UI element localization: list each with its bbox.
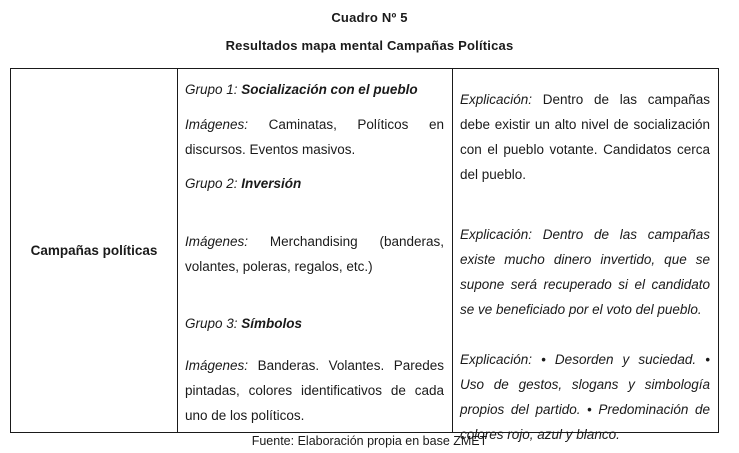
explanation-3-text: • Desorden y suciedad. • Uso de gestos, slogans y simbología propios del partido. • Predominación de colores rojo, azul y blanco. xyxy=(460,352,710,442)
group-3-images-text: Banderas. Volantes. Paredes pintadas, colores identificativos de cada uno de los políticos. xyxy=(185,358,444,423)
group-3-name: Símbolos xyxy=(241,316,303,331)
group-2-heading xyxy=(185,171,444,196)
explanation-2-label: Explicación: xyxy=(460,227,543,242)
group-3-images-label: Imágenes: xyxy=(185,358,258,373)
group-3-label: Grupo 3: xyxy=(185,316,242,331)
explanation-1-label: Explicación: xyxy=(460,92,543,107)
table-subtitle: Resultados mapa mental Campañas Políticas xyxy=(225,38,514,53)
row-header-label: Campañas políticas xyxy=(30,243,158,258)
group-1-label: Grupo 1: xyxy=(185,82,242,97)
group-2-images-text: Merchandising (banderas, volantes, poleras, regalos, etc.) xyxy=(185,234,444,274)
group-1-name: Socialización con el pueblo xyxy=(241,82,418,97)
explanation-3-label: Explicación: xyxy=(460,352,542,367)
explanation-2-text: Dentro de las campañas existe mucho dinero invertido, que se supone será recuperado si el candidato se ve beneficiado por el voto del pueblo. xyxy=(460,227,710,317)
source-note: Fuente: Elaboración propia en base ZMET xyxy=(251,434,488,448)
explanation-1 xyxy=(460,87,710,187)
group-1-images xyxy=(185,112,444,162)
group-1-heading xyxy=(185,77,444,102)
group-1-images-label: Imágenes: xyxy=(185,117,269,132)
explanation-1-text: Dentro de las campañas debe existir un alto nivel de socialización con el pueblo votante. Candidatos cerca del pueblo. xyxy=(460,92,710,182)
group-2-images xyxy=(185,229,444,279)
group-3-images xyxy=(185,353,444,428)
group-2-images-label: Imágenes: xyxy=(185,234,270,249)
row-header-cell xyxy=(11,69,177,432)
group-2-label: Grupo 2: xyxy=(185,176,242,191)
group-3-heading xyxy=(185,311,444,336)
explanation-3 xyxy=(460,347,710,447)
groups-cell xyxy=(177,69,453,432)
table-number-title: Cuadro Nº 5 xyxy=(331,10,408,25)
group-2-name: Inversión xyxy=(241,176,302,191)
explanation-2 xyxy=(460,222,710,322)
group-1-images-text: Caminatas, Políticos en discursos. Eventos masivos. xyxy=(185,117,444,157)
explanations-cell xyxy=(453,69,718,442)
